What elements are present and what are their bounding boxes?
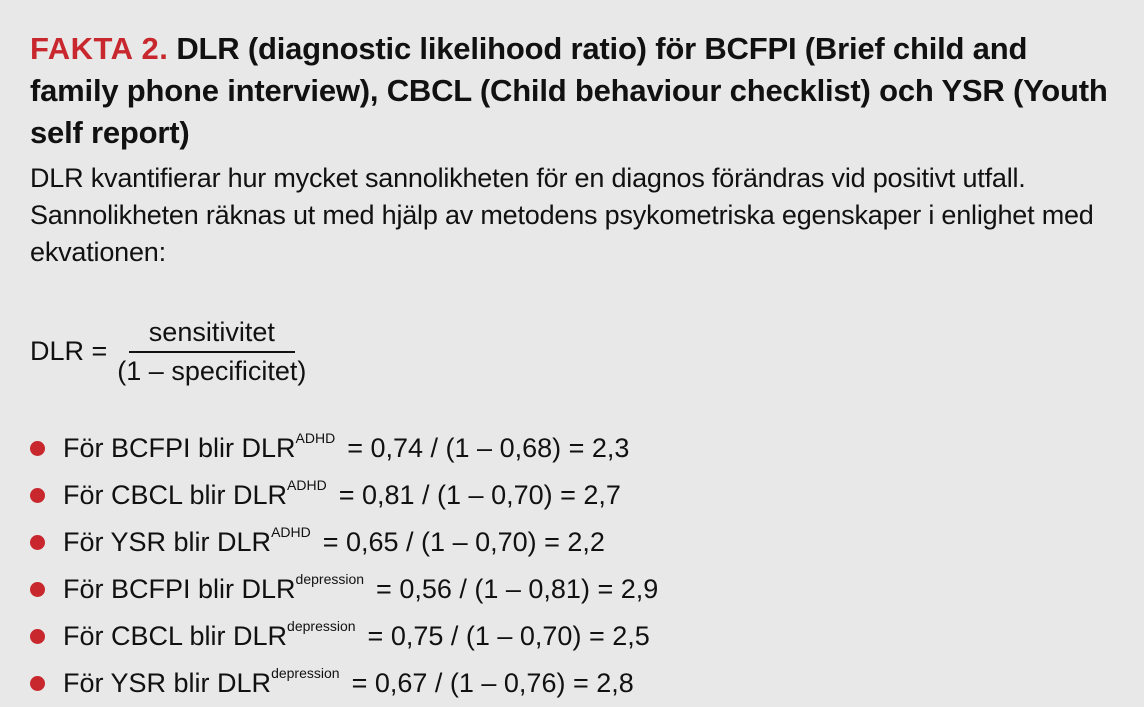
result-prefix: För BCFPI blir DLR [63,433,296,463]
bullet-icon [30,582,45,597]
result-prefix: För CBCL blir DLR [63,480,288,510]
bullet-icon [30,488,45,503]
fact-heading [30,28,1116,154]
bullet-icon [30,676,45,691]
formula-fraction [117,316,306,387]
result-superscript: ADHD [295,429,336,446]
bullet-icon [30,441,45,456]
intro-text: DLR kvantifierar hur mycket sannolikheten för en diagnos förändras vid positivt utfall. Sannolikheten räknas ut med hjälp av metodens psykometriska egenskaper i enlighet med ekvationen: [30,163,1094,267]
result-prefix: För YSR blir DLR [63,668,272,698]
formula-numerator: sensitivitet [129,316,295,353]
result-item [30,519,1116,566]
bullet-icon [30,629,45,644]
result-item [30,425,1116,472]
fact-label: FAKTA 2. [30,31,169,66]
dlr-formula [30,313,1116,389]
result-prefix: För CBCL blir DLR [63,621,288,651]
result-superscript: ADHD [271,523,311,540]
result-superscript: ADHD [287,476,327,493]
result-prefix: För YSR blir DLR [63,527,272,557]
result-equation: = 0,56 / (1 – 0,81) = 2,9 [376,574,659,604]
result-equation: = 0,74 / (1 – 0,68) = 2,3 [347,433,630,463]
result-item [30,613,1116,660]
fact-title: DLR (diagnostic likelihood ratio) för BCFPI (Brief child and family phone interview), CBCL (Child behaviour checklist) och YSR (Youth self report) [30,31,1108,150]
result-superscript: depression [295,570,365,587]
formula-label: DLR = [30,335,108,366]
bullet-icon [30,535,45,550]
result-superscript: depression [287,617,356,634]
result-item [30,472,1116,519]
formula-denominator: (1 – specificitet) [117,355,307,386]
result-equation: = 0,75 / (1 – 0,70) = 2,5 [367,621,650,651]
result-equation: = 0,65 / (1 – 0,70) = 2,2 [322,527,605,557]
result-superscript: depression [271,664,340,681]
result-equation: = 0,67 / (1 – 0,76) = 2,8 [351,668,634,698]
result-list [30,425,1116,707]
result-prefix: För BCFPI blir DLR [63,574,296,604]
result-equation: = 0,81 / (1 – 0,70) = 2,7 [338,480,621,510]
result-item [30,566,1116,613]
result-item [30,660,1116,707]
